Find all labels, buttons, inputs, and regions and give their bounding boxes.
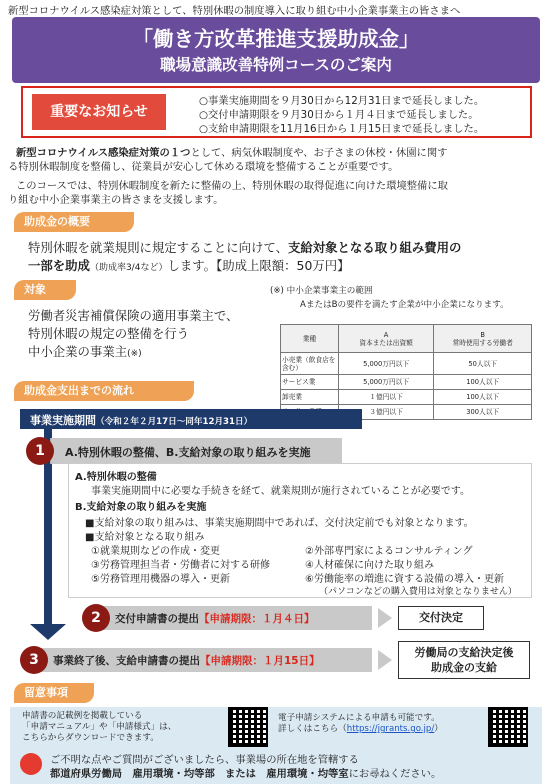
title-banner bbox=[12, 17, 540, 83]
step-2-text: 交付申請書の提出【申請期限：１月４日】 bbox=[115, 613, 315, 625]
list-item: ②外部専門家によるコンサルティング bbox=[305, 546, 473, 557]
table-row: 小売業（飲食店を含む） 5,000万円以下 50人以下 bbox=[281, 353, 532, 375]
table-row: 卸売業 １億円以下 100人以下 bbox=[281, 390, 532, 405]
step-3-text: 事業終了後、支給申請書の提出【申請期限：１月15日】 bbox=[53, 655, 320, 667]
notice-line-3: ○支給申請期限を11月16日から１月15日まで延長しました。 bbox=[199, 123, 485, 135]
col-b: B 常時使用する労働者 bbox=[434, 325, 532, 353]
overview-line-2: 一部を助成（助成率3/4など）します。【助成上限額：50万円】 bbox=[28, 258, 350, 273]
detail-b-line-1: ■支給対象の取り組みは、事業実施期間中であれば、交付決定前でも対象となります。 bbox=[85, 518, 474, 529]
sme-criteria-table bbox=[280, 324, 532, 420]
notice-line-1: ○事業実施期間を９月30日から12月31日まで延長しました。 bbox=[199, 95, 485, 107]
step-2-result: 交付決定 bbox=[398, 606, 484, 630]
overview-line-1: 特別休暇を就業規則に規定することに向けて、支給対象となる取り組み費用の bbox=[28, 240, 462, 255]
intro-line-3: このコースでは、特別休暇制度を新たに整備の上、特別休暇の取得促進に向けた環境整備に取 bbox=[16, 180, 448, 192]
arrow-right-icon bbox=[378, 650, 392, 670]
scope-note-2: AまたはBの要件を満たす企業が中小企業になります。 bbox=[300, 300, 509, 310]
table-row: ３億円以下 300人以下 bbox=[281, 405, 532, 420]
intro-line-1: 新型コロナウイルス感染症対策の１つとして、病気休暇制度や、お子さまの休校・休園に関す bbox=[16, 147, 448, 159]
items-note: （パソコンなどの購入費用は対象となりません） bbox=[319, 587, 517, 597]
jgrants-line-1: 電子申請システムによる申請も可能です。 bbox=[278, 713, 440, 723]
important-notice bbox=[21, 86, 532, 138]
step-1-number: 1 bbox=[26, 437, 54, 465]
list-item: ④人材確保に向けた取り組み bbox=[305, 560, 434, 571]
list-item: ③労務管理担当者・労働者に対する研修 bbox=[91, 560, 270, 571]
list-item: ①就業規則などの作成・変更 bbox=[91, 546, 220, 557]
notes-heading: 留意事項 bbox=[14, 683, 94, 703]
jgrants-link[interactable]: https://jgrants.go.jp/ bbox=[346, 724, 435, 734]
intro-line-4: り組む中小企業事業主の皆さまを支援します。 bbox=[8, 194, 224, 206]
download-line-3: こちらからダウンロードできます。 bbox=[22, 733, 159, 743]
page-subtitle: 職場意識改善特例コースのご案内 bbox=[160, 56, 392, 74]
list-item: ⑥労働能率の増進に資する設備の導入・更新 bbox=[305, 574, 504, 585]
mhlw-logo-icon bbox=[20, 753, 42, 775]
col-industry: 業種 bbox=[281, 325, 339, 353]
table-row: サービス業 5,000万円以下 100人以下 bbox=[281, 375, 532, 390]
contact-line-2: 都道府県労働局 雇用環境・均等部 または 雇用環境・均等室にお尋ねください。 bbox=[50, 768, 442, 780]
project-period-bar bbox=[20, 409, 362, 429]
detail-a-title: A.特別休暇の整備 bbox=[75, 472, 157, 483]
intro-line-2: る特別休暇制度を整備し、従業員が安心して休める環境を整備することが重要です。 bbox=[8, 161, 399, 173]
step-3-bar bbox=[30, 648, 372, 672]
arrow-right-icon bbox=[378, 608, 392, 628]
scope-note-1: (※) 中小企業事業主の範囲 bbox=[270, 286, 373, 296]
step-3-result: 労働局の支給決定後 助成金の支給 bbox=[398, 641, 530, 679]
step-3-number: 3 bbox=[20, 646, 48, 674]
page-title: 「働き方改革推進支援助成金」 bbox=[132, 27, 420, 51]
step-2-bar bbox=[92, 606, 372, 630]
flow-arrow-icon bbox=[30, 624, 66, 640]
detail-b-line-2: ■支給対象となる取り組み bbox=[85, 532, 205, 543]
notes-box bbox=[10, 707, 542, 784]
list-item: ⑤労務管理用機器の導入・更新 bbox=[91, 574, 230, 585]
qr-code-jgrants-icon[interactable] bbox=[488, 707, 528, 747]
detail-a-body: 事業実施期間中に必要な手続きを経て、就業規則が施行されていることが必要です。 bbox=[91, 486, 470, 497]
download-line-1: 申請書の記載例を掲載している bbox=[22, 711, 143, 721]
step-2-number: 2 bbox=[82, 604, 110, 632]
jgrants-line-2: 詳しくはこちら（https://jgrants.go.jp/） bbox=[278, 724, 443, 734]
target-heading: 対象 bbox=[14, 280, 76, 300]
notice-label: 重要なお知らせ bbox=[32, 94, 166, 130]
project-period: 事業実施期間（令和２年２月17日～同年12月31日） bbox=[30, 414, 253, 427]
target-line-3: 中小企業の事業主(※) bbox=[28, 344, 142, 359]
table-header-row bbox=[281, 325, 532, 353]
target-line-2: 特別休暇の規定の整備を行う bbox=[28, 326, 190, 341]
notice-line-2: ○交付申請期限を９月30日から１月４日まで延長しました。 bbox=[199, 109, 479, 121]
step-1-details bbox=[68, 463, 532, 598]
col-a: A 資本または出資額 bbox=[338, 325, 434, 353]
step-1-text: A.特別休暇の整備、B.支給対象の取り組みを実施 bbox=[65, 446, 311, 459]
contact-line-1: ご不明な点やご質問がございましたら、事業場の所在地を管轄する bbox=[50, 754, 359, 766]
detail-b-title: B.支給対象の取り組みを実施 bbox=[75, 502, 207, 513]
overview-heading: 助成金の概要 bbox=[14, 212, 134, 232]
qr-code-manual-icon[interactable] bbox=[228, 707, 268, 747]
target-line-1: 労働者災害補償保険の適用事業主で、 bbox=[28, 308, 239, 323]
step-1-bar bbox=[50, 438, 342, 464]
download-line-2: 「申請マニュアル」や「申請様式」は、 bbox=[22, 722, 177, 732]
top-note: 新型コロナウイルス感染症対策として、特別休暇の制度導入に取り組む中小企業事業主の皆さまへ bbox=[8, 5, 461, 17]
flow-heading: 助成金支出までの流れ bbox=[14, 381, 194, 401]
